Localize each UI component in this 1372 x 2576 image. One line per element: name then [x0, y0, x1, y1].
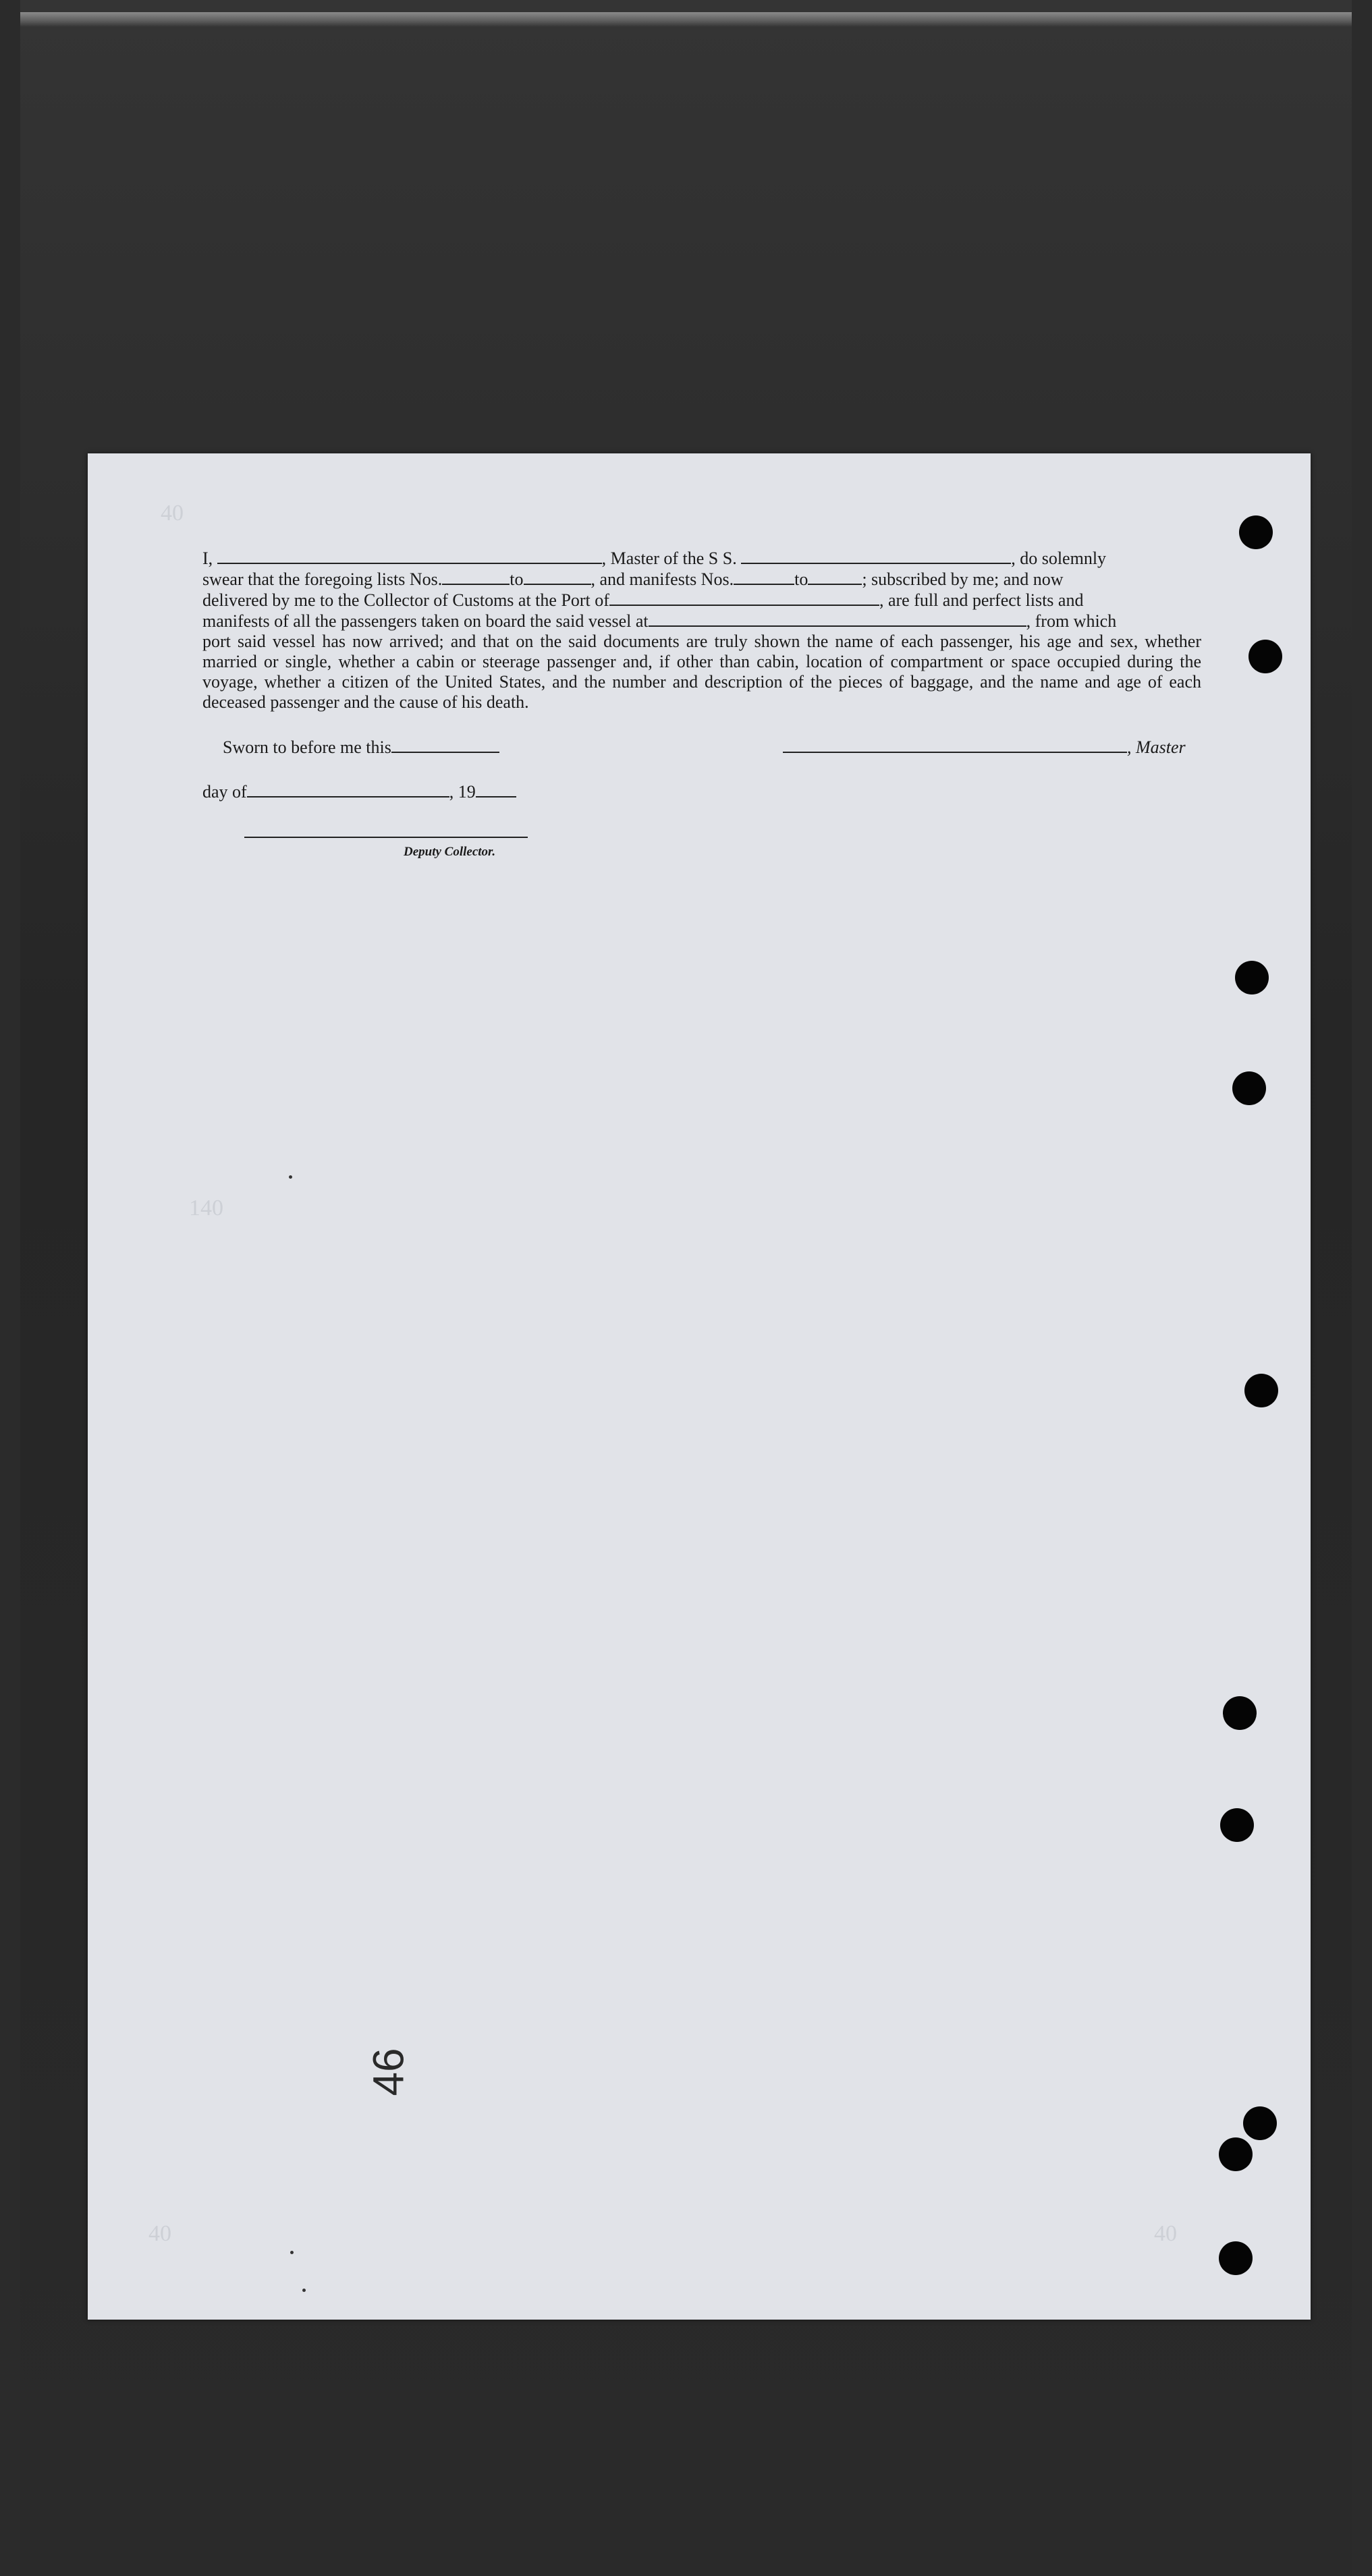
- oath-text: to: [794, 569, 808, 589]
- oath-line-1: [202, 548, 1201, 569]
- oath-text: manifests of all the passengers taken on board the said vessel at: [202, 611, 649, 631]
- punch-hole: [1223, 1696, 1257, 1730]
- oath-text: ; subscribed by me; and now: [862, 569, 1064, 589]
- blank-master-signature: [783, 737, 1127, 753]
- blank-month: [247, 781, 449, 797]
- bleed-through-number: 140: [189, 1196, 223, 1221]
- oath-text: delivered by me to the Collector of Customs at the Port of: [202, 590, 609, 610]
- bleed-through-number: 40: [161, 501, 184, 526]
- oath-text: port said vessel has now arrived; and that on the said documents are truly shown the name of each passenger, his age and sex, whether married or single, whether a cabin or steerage passenger and, if other than cabin, location of compartment or space occupied during the voyage, whether a citizen of the United States, and the number and description of the pieces of baggage, and the name and age of each deceased passenger and the cause of his death.: [202, 632, 1201, 712]
- scan-top-edge: [20, 12, 1352, 27]
- blank-sworn-day: [391, 737, 499, 753]
- ink-speck: [289, 1175, 292, 1179]
- blank-manifest-from: [734, 569, 794, 585]
- blank-list-from: [442, 569, 510, 585]
- oath-line-3: [202, 590, 1201, 611]
- sworn-statement: [223, 737, 499, 758]
- oath-text: I,: [202, 549, 213, 568]
- blank-port-of-departure: [649, 611, 1026, 627]
- document-page: [88, 453, 1311, 2320]
- oath-line-2: [202, 569, 1201, 590]
- punch-hole: [1232, 1071, 1266, 1105]
- oath-text: , are full and perfect lists and: [879, 590, 1084, 610]
- blank-master-name: [217, 548, 602, 564]
- oath-text: , from which: [1026, 611, 1117, 631]
- oath-line-4: [202, 611, 1201, 632]
- handwritten-page-number: 46: [364, 2048, 413, 2096]
- blank-manifest-to: [808, 569, 862, 585]
- master-signature-block: [783, 737, 1186, 758]
- date-line: [202, 781, 516, 802]
- oath-text: , and manifests Nos.: [591, 569, 734, 589]
- oath-text: , do solemnly: [1011, 549, 1107, 568]
- blank-year: [476, 781, 516, 797]
- ink-speck: [290, 2251, 294, 2254]
- day-of-label: day of: [202, 782, 247, 802]
- master-label: , Master: [1127, 737, 1186, 757]
- sworn-text: Sworn to before me this: [223, 737, 391, 757]
- punch-hole: [1235, 961, 1269, 995]
- blank-list-to: [524, 569, 591, 585]
- oath-text: swear that the foregoing lists Nos.: [202, 569, 443, 589]
- master-oath-paragraph: [202, 548, 1201, 712]
- deputy-collector-signature-line: [244, 837, 528, 838]
- punch-hole: [1244, 1374, 1278, 1407]
- punch-hole: [1243, 2106, 1277, 2140]
- punch-hole: [1248, 640, 1282, 673]
- oath-text: to: [510, 569, 524, 589]
- punch-hole: [1219, 2241, 1253, 2275]
- bleed-through-number: 40: [1154, 2221, 1177, 2246]
- deputy-collector-label: Deputy Collector.: [404, 845, 496, 859]
- blank-port-of-arrival: [609, 590, 879, 606]
- blank-ship-name: [741, 548, 1011, 564]
- punch-hole: [1219, 2137, 1253, 2171]
- year-label: , 19: [449, 782, 476, 802]
- punch-hole: [1220, 1808, 1254, 1842]
- bleed-through-number: 40: [148, 2221, 171, 2246]
- ink-speck: [302, 2289, 306, 2292]
- punch-hole: [1239, 515, 1273, 549]
- oath-text: , Master of the S S.: [601, 549, 737, 568]
